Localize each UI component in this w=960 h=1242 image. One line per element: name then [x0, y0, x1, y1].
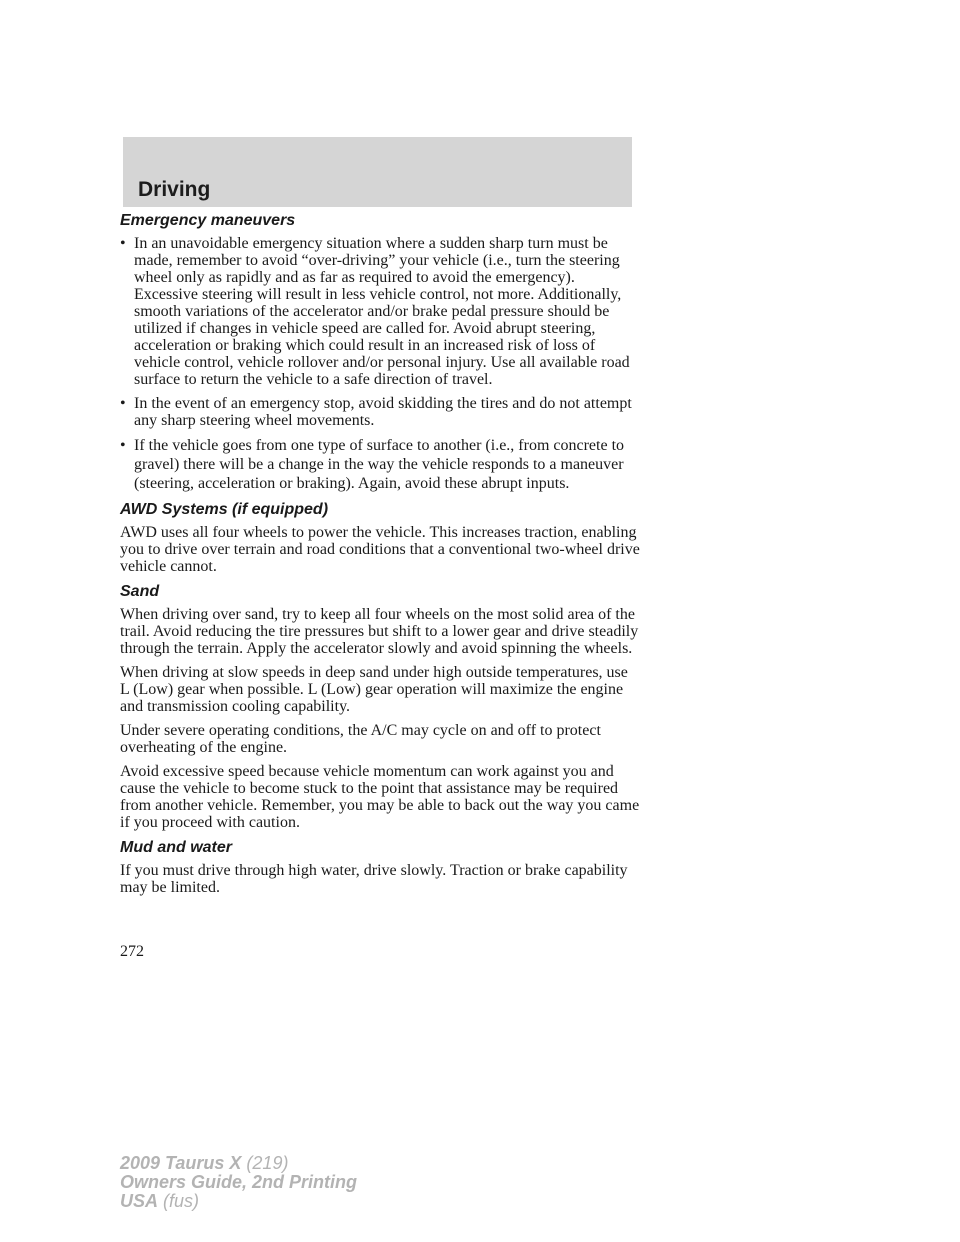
mud-paragraph: If you must drive through high water, drive slowly. Traction or brake capability may be limited. — [120, 862, 628, 896]
bullet-icon: • — [120, 395, 126, 412]
footer-market: USA — [120, 1191, 159, 1211]
footer-model-code: (219) — [246, 1153, 289, 1173]
page-content — [120, 211, 640, 903]
heading-sand: Sand — [120, 583, 160, 600]
footer-model: 2009 Taurus X — [120, 1153, 242, 1173]
footer-printing: Owners Guide, 2nd Printing — [120, 1172, 358, 1192]
list-item — [120, 436, 640, 493]
awd-paragraph: AWD uses all four wheels to power the vehicle. This increases traction, enabling you to drive over terrain and road conditions that a conventional two-wheel drive vehicle cannot. — [120, 524, 640, 575]
footer-line-model — [120, 1154, 357, 1173]
bullet-icon: • — [120, 235, 126, 252]
heading-awd-systems: AWD Systems (if equipped) — [120, 501, 329, 518]
sand-paragraph-3: Under severe operating conditions, the A/C may cycle on and off to protect overheating of the engine. — [120, 722, 601, 756]
list-item — [120, 395, 640, 429]
bullet-text: If the vehicle goes from one type of surface to another (i.e., from concrete to gravel) there will be a change in the way the vehicle responds to a maneuver (steering, acceleration or braking). Again, avoid these abrupt inputs. — [134, 437, 625, 492]
emergency-bullet-list — [120, 235, 640, 493]
sand-paragraph-1: When driving over sand, try to keep all four wheels on the most solid area of the trail. Avoid reducing the tire pressures but shift to a lower gear and drive steadily through the terrain. Apply the accelerator slowly and avoid spinning the wheels. — [120, 606, 639, 657]
sand-paragraph-4: Avoid excessive speed because vehicle momentum can work against you and cause the vehicle to become stuck to the point that assistance may be required from another vehicle. Remember, you may be able to back out the way you came if you proceed with caution. — [120, 763, 640, 831]
bullet-text: In the event of an emergency stop, avoid skidding the tires and do not attempt any sharp steering wheel movements. — [134, 395, 632, 429]
footer-line-market — [120, 1192, 357, 1211]
heading-mud-and-water: Mud and water — [120, 839, 233, 856]
list-item — [120, 235, 640, 388]
bullet-text: In an unavoidable emergency situation where a sudden sharp turn must be made, remember to avoid “over-driving” your vehicle (i.e., turn the steering wheel only as rapidly and as far as required to avoid the emergency). Excessive steering will result in less vehicle control, not more. Additionally, smooth variations of the accelerator and/or brake pedal pressure should be utilized if changes in vehicle speed are called for. Avoid abrupt steering, acceleration or braking which could result in an increased risk of loss of vehicle control, vehicle rollover and/or personal injury. Use all available road surface to return the vehicle to a safe direction of travel. — [134, 235, 630, 388]
footer-market-code: (fus) — [163, 1191, 200, 1211]
page-number: 272 — [120, 943, 144, 960]
section-title: Driving — [138, 178, 211, 201]
bullet-icon: • — [120, 437, 126, 454]
sand-paragraph-2: When driving at slow speeds in deep sand under high outside temperatures, use L (Low) gear when possible. L (Low) gear operation will maximize the engine and transmission cooling capability. — [120, 664, 628, 715]
section-header-band — [123, 137, 632, 207]
print-footer — [120, 1154, 357, 1211]
heading-emergency-maneuvers: Emergency maneuvers — [120, 212, 296, 229]
